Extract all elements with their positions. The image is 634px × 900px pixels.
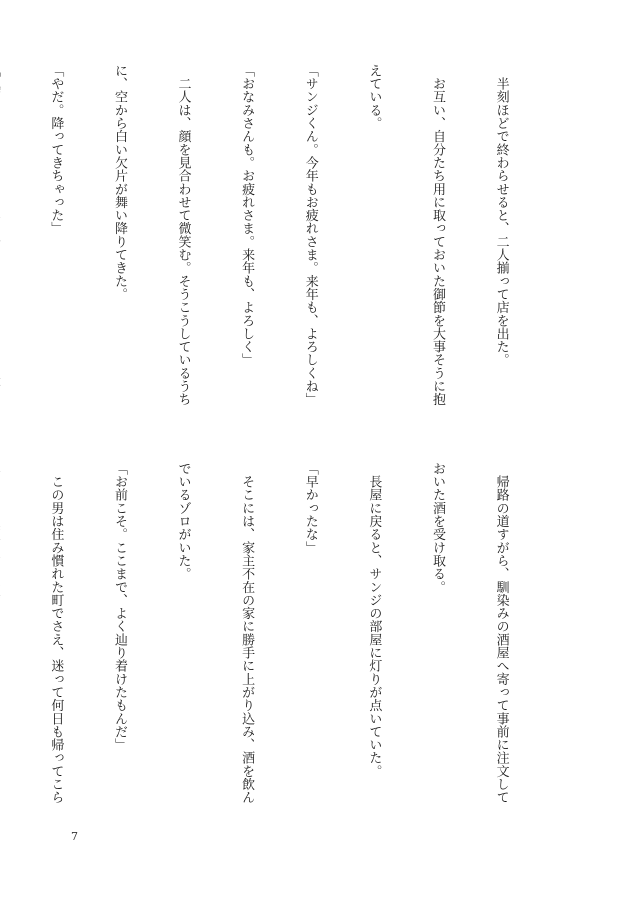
text-line: 長屋に戻ると、サンジの部屋に灯りが点いていた。 xyxy=(366,462,382,778)
text-line: えている。 xyxy=(366,64,382,130)
text-line: 「やだ。降ってきちゃった」 xyxy=(48,64,64,235)
text-line: そこには、家主不在の家に勝手に上がり込み、酒を飲ん xyxy=(239,462,255,804)
text-line: 「お前こそ。ここまで、よく辿り着けたもんだ」 xyxy=(111,462,127,752)
text-line: この男は住み慣れた町でさえ、迷って何日も帰ってこら xyxy=(48,462,64,804)
text-line xyxy=(0,64,3,400)
text-line: おいた酒を受け取る。 xyxy=(429,462,445,594)
page-number: 7 xyxy=(71,830,78,843)
text-line: 「サンジくん。今年もお疲れさま。来年も、よろしくね」 xyxy=(302,64,318,406)
text-block-top xyxy=(48,64,554,406)
text-line: でいるゾロがいた。 xyxy=(175,462,191,581)
text-block-bottom xyxy=(48,462,554,804)
text-line: に、空から白い欠片が舞い降りてきた。 xyxy=(111,64,127,301)
text-line: お互い、自分たち用に取っておいた御節を大事そうに抱 xyxy=(429,64,445,406)
text-line: 半刻ほどで終わらせると、二人揃って店を出た。 xyxy=(493,64,509,367)
text-line: 二人は、顔を見合わせて微笑む。そうこうしているうち xyxy=(175,64,191,406)
text-line: 帰路の道すがら、馴染みの酒屋へ寄って事前に注文して xyxy=(493,462,509,804)
text-line xyxy=(0,462,3,802)
text-line: 「早かったな」 xyxy=(302,462,318,555)
text-line: 「おなみさんも。お疲れさま。来年も、よろしく」 xyxy=(239,64,255,367)
